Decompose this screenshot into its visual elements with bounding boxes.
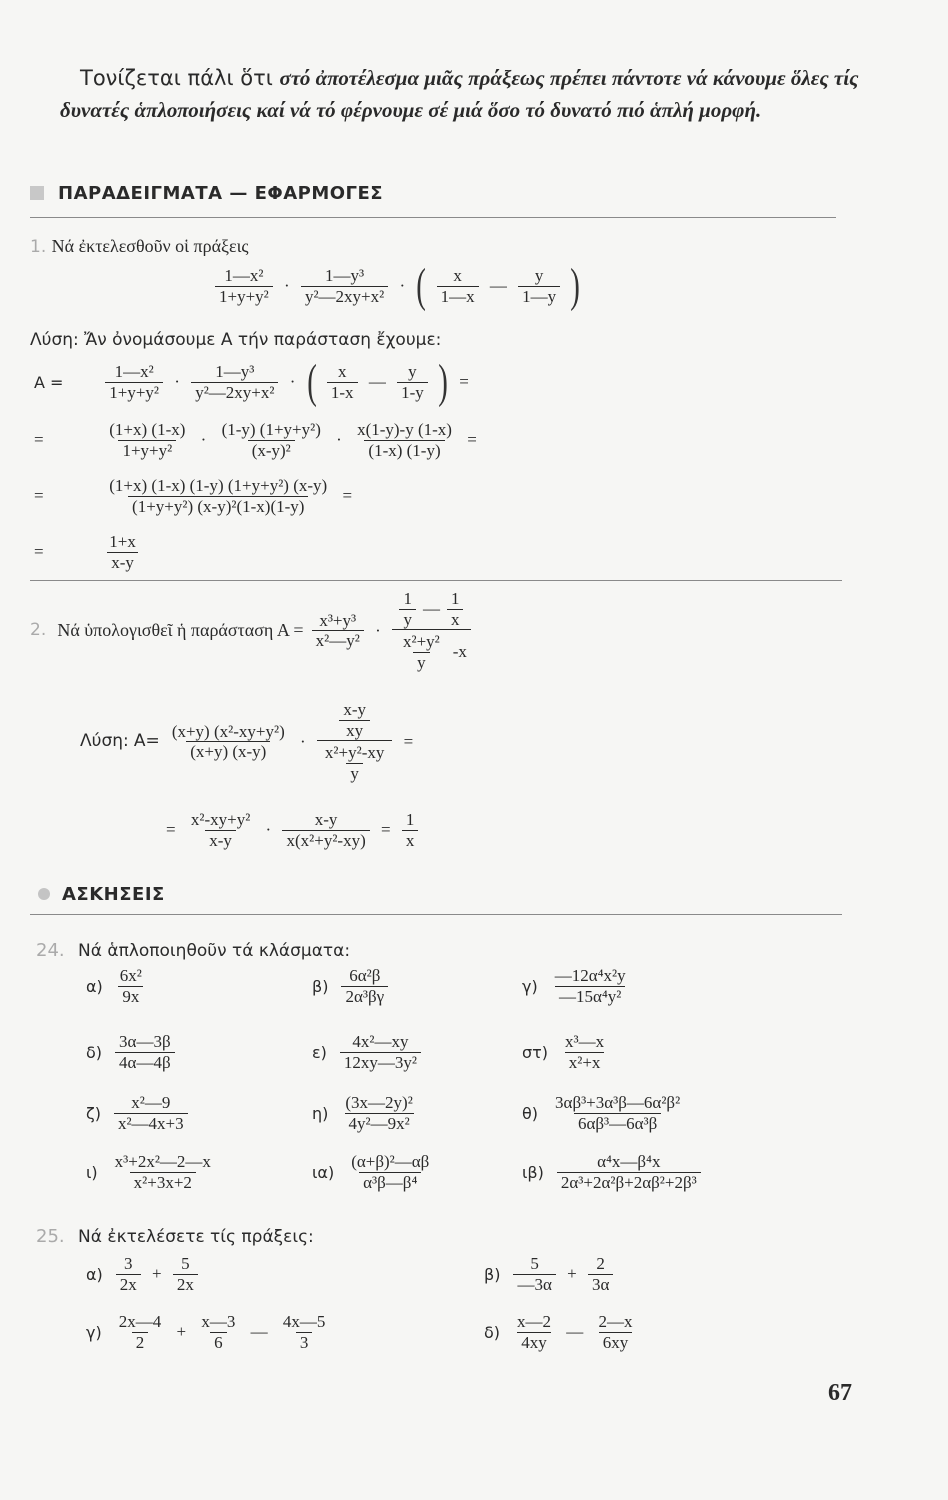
ex24-item-label: η) bbox=[312, 1103, 329, 1123]
ex24-fraction: $\frac{\text{6x²}}{9x}$ bbox=[119, 966, 142, 1006]
ex24-item bbox=[522, 966, 633, 1006]
ex1-prompt: 1. Νά ἐκτελεσθοῦν οἱ πράξεις bbox=[30, 236, 249, 257]
ex24-item bbox=[86, 1152, 218, 1192]
ex24-item-label: β) bbox=[312, 976, 329, 996]
ex24-prompt: 24. Νά ἁπλοποιηθοῦν τά κλάσματα: bbox=[36, 940, 351, 961]
ex25-a: α) $\frac{3}{2x}$ + $\frac{5}{2x}$ bbox=[86, 1254, 201, 1294]
examples-heading: ΠΑΡΑΔΕΙΓΜΑΤΑ — ΕΦΑΡΜΟΓΕΣ bbox=[30, 183, 383, 204]
ex24-item bbox=[312, 1032, 424, 1072]
ex24-item bbox=[312, 1093, 420, 1133]
ex24-item bbox=[86, 1093, 191, 1133]
intro-emphasis: στό ἀποτέλεσμα μιᾶς πράξεως πρέπει πάντοτε νά κάνουμε ὅλες τίς δυνατές ἁπλοποιήσεις καί νά τό φέρνουμε σέ μιά ὅσο τό δυνατό πιό ἁπλή μορφή. bbox=[60, 66, 859, 122]
ex1-row2: = $\frac{(1+x) (1-x)}{\text{1+y+y²}}$ · $\frac{\text{(1-y) (1+y+y²)}}{\text{(x-y)²}}$ · $\frac{x(1-y)-y (1-x)}{(1-x) (1-y)}$ = bbox=[34, 420, 477, 460]
ex24-item bbox=[522, 1093, 687, 1133]
ex2-solution-row2: = $\frac{\text{x²-xy+y²}}{x-y}$ · $\frac{x-y}{\text{x(x²+y²-xy)}}$ = $\frac{1}{x}$ bbox=[162, 810, 421, 850]
ex24-item-label: ζ) bbox=[86, 1103, 101, 1123]
ex1-solution-intro: Λύση: Ἄν ὀνομάσουμε Α τήν παράσταση ἔχουμε: bbox=[30, 330, 442, 350]
ex25-c: γ) $\frac{2x—4}{2}$ + $\frac{x—3}{6}$ — $\frac{4x—5}{3}$ bbox=[86, 1312, 326, 1352]
ex25-b: β) $\frac{5}{—3\alpha}$ + $\frac{2}{3\alpha}$ bbox=[484, 1254, 616, 1294]
ex1-row4: = $\frac{1+x}{x-y}$ bbox=[30, 532, 143, 572]
ex24-item-label: α) bbox=[86, 976, 103, 996]
intro-paragraph bbox=[60, 62, 860, 126]
ex2-solution-row1: Λύση: A= $\frac{\text{(x+y) (x²-xy+y²)}}{(x+y) (x-y)}$ · $\frac{\frac{x-y}{xy}}{\frac{\text{x²+y²-xy}}{y}}$ = bbox=[80, 700, 414, 783]
ex24-fraction: $\frac{\text{4x²—xy}}{\text{12xy—3y²}}$ bbox=[340, 1032, 421, 1072]
ex24-item bbox=[522, 1152, 704, 1192]
ex24-item bbox=[86, 1032, 178, 1072]
ex25-prompt: 25. Νά ἐκτελέσετε τίς πράξεις: bbox=[36, 1226, 314, 1247]
round-bullet-icon bbox=[38, 888, 50, 900]
ex25-d: δ) $\frac{x—2}{4xy}$ — $\frac{2—x}{6xy}$ bbox=[484, 1312, 633, 1352]
ex1-expression: $\frac{\text{1—x²}}{\text{1+y+y²}}$ · $\frac{\text{1—y³}}{\text{y²—2xy+x²}}$ · ( $\frac{x}{1—x}$ — $\frac{y}{1—y}$ ) bbox=[212, 266, 583, 306]
square-bullet-icon bbox=[30, 186, 44, 200]
divider bbox=[30, 580, 842, 581]
exercises-heading: ΑΣΚΗΣΕΙΣ bbox=[38, 884, 165, 905]
ex24-fraction: $\frac{\text{(α+β)²—αβ}}{\text{α³β—β⁴}}$ bbox=[351, 1152, 430, 1192]
ex1-row1: A = $\frac{\text{1—x²}}{\text{1+y+y²}}$ · $\frac{\text{1—y³}}{\text{y²—2xy+x²}}$ · ( $\frac{x}{1-x}$ — $\frac{y}{1-y}$ ) = bbox=[34, 355, 469, 409]
ex24-fraction: $\frac{\text{(3x—2y)²}}{\text{4y²—9x²}}$ bbox=[345, 1093, 413, 1133]
ex1-row3: = $\frac{\text{(1+x) (1-x) (1-y) (1+y+y²) (x-y)}}{\text{(1+y+y²) (x-y)²(1-x)(1-y)}}$ = bbox=[34, 476, 353, 516]
ex24-fraction: $\frac{\text{3αβ³+3α³β—6α²β²}}{\text{6αβ³—6α³β}}$ bbox=[555, 1093, 681, 1133]
divider bbox=[30, 217, 836, 218]
ex24-item-label: γ) bbox=[522, 976, 538, 996]
intro-part1: Τονίζεται πάλι ὅτι bbox=[80, 66, 280, 90]
ex24-fraction: $\frac{\text{α⁴x—β⁴x}}{\text{2α³+2α²β+2αβ²+2β³}}$ bbox=[557, 1152, 701, 1192]
ex24-item bbox=[312, 1152, 436, 1192]
ex24-item-label: ε) bbox=[312, 1042, 327, 1062]
ex24-fraction: $\frac{3\alpha—3\beta}{4\alpha—4\beta}$ bbox=[115, 1032, 175, 1072]
ex24-fraction: $\frac{\text{x²—9}}{\text{x²—4x+3}}$ bbox=[114, 1093, 188, 1133]
ex24-item-label: θ) bbox=[522, 1103, 539, 1123]
ex24-item-label: στ) bbox=[522, 1042, 549, 1062]
ex2-expression: 2. Νά ὑπολογισθεῖ ἡ παράσταση Α = $\frac{\text{x³+y³}}{\text{x²—y²}}$ · $\frac{1}{y}$ — $\frac{1}{x}$ $\frac{\text{x²+y²}}{y}$ -x bbox=[30, 589, 474, 672]
ex24-fraction: $\frac{\text{x³—x}}{\text{x²+x}}$ bbox=[565, 1032, 605, 1072]
ex24-item-label: ιβ) bbox=[522, 1162, 544, 1182]
ex24-item bbox=[312, 966, 391, 1006]
ex24-item-label: ι) bbox=[86, 1162, 98, 1182]
ex24-fraction: $\frac{\text{—12α⁴x²y}}{\text{—15α⁴y²}}$ bbox=[554, 966, 626, 1006]
divider bbox=[30, 914, 842, 915]
ex24-item bbox=[86, 966, 149, 1006]
page-number: 67 bbox=[828, 1380, 852, 1406]
ex24-item-label: ια) bbox=[312, 1162, 335, 1182]
ex24-fraction: $\frac{\text{6α²β}}{\text{2α³βγ}}$ bbox=[341, 966, 388, 1006]
ex24-item-label: δ) bbox=[86, 1042, 103, 1062]
ex24-item bbox=[522, 1032, 611, 1072]
ex24-fraction: $\frac{\text{x³+2x²—2—x}}{\text{x²+3x+2}}$ bbox=[114, 1152, 211, 1192]
